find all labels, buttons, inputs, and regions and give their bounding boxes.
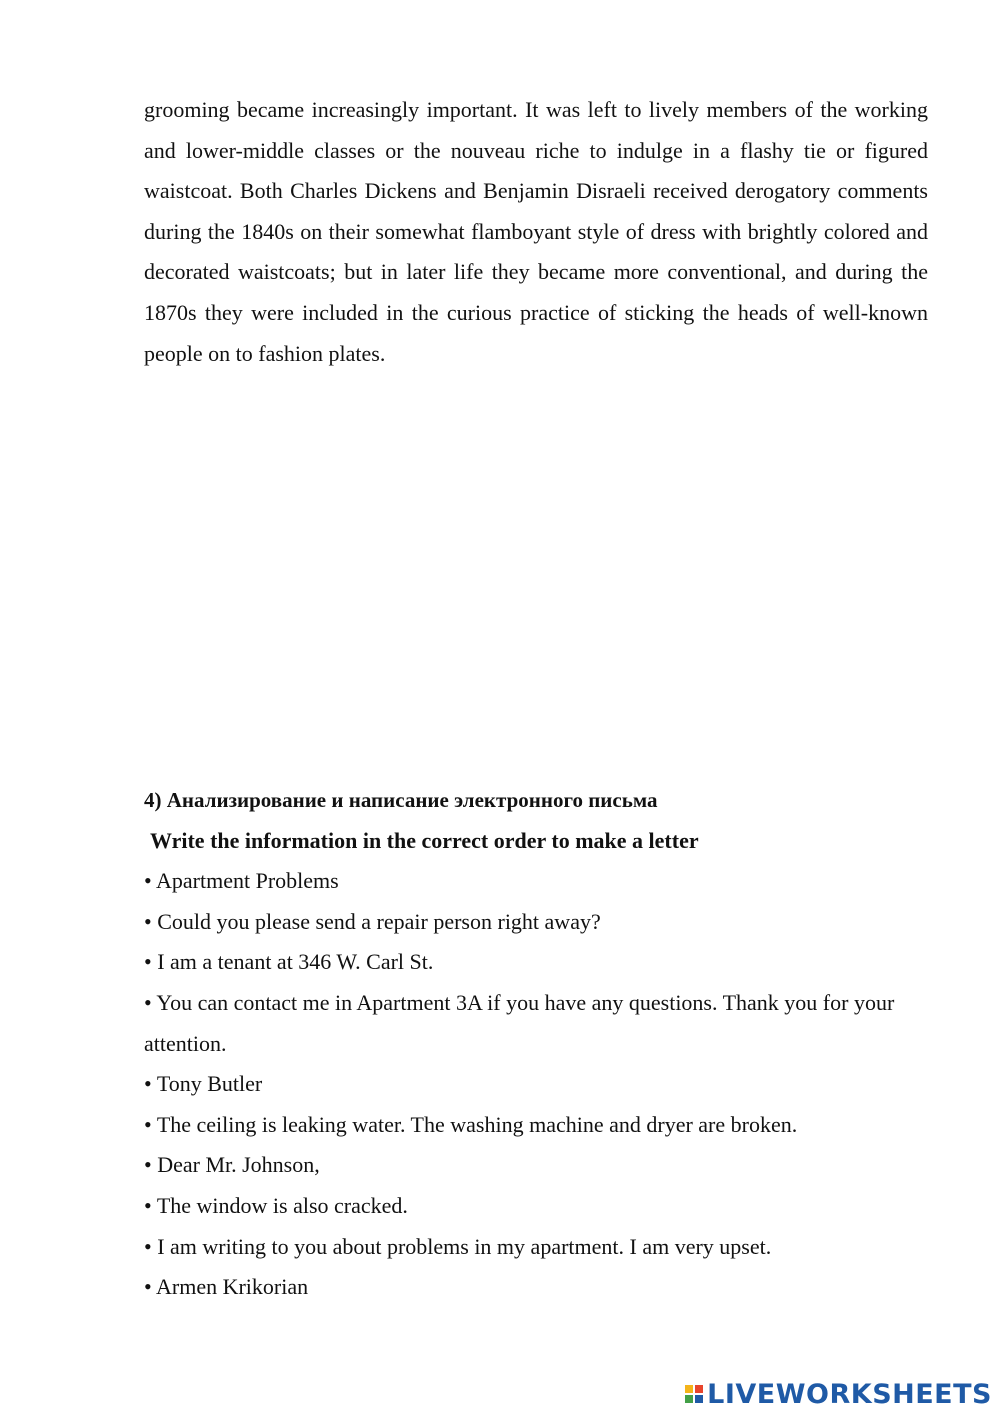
reading-paragraph: grooming became increasingly important. It was left to lively members of the working and lower-middle classes or the nouveau riche to indulge in a flashy tie or figured waistcoat. Both Charles Dickens and Benjamin Disraeli received derogatory comments during the 1840s on their somewhat flamboyant style of dress with brightly colored and decorated waistcoats; but in later life they became more conventional, and during the 1870s they were included in the curious practice of sticking the heads of well-known people on to fashion plates. [144,97,928,366]
logo-square-icon [695,1385,703,1393]
list-item-text: The ceiling is leaking water. The washing machine and dryer are broken. [156,1111,798,1137]
letter-task-section [144,780,934,1308]
letter-parts-list [144,861,934,1308]
list-item [144,1186,934,1227]
bullet-icon: • [144,908,152,934]
list-item-text: I am writing to you about problems in my apartment. I am very upset. [157,1233,772,1259]
bullet-icon: • [144,1071,152,1097]
list-item-text: Could you please send a repair person right away? [157,908,601,934]
list-item [144,1145,934,1186]
bullet-icon: • [144,1233,152,1259]
list-item [144,902,934,943]
list-item [144,942,934,983]
bullet-icon: • [144,868,152,894]
liveworksheets-watermark [685,1378,992,1410]
liveworksheets-logo-icon [685,1385,703,1403]
list-item-text: Apartment Problems [156,868,339,894]
list-item-text: You can contact me in Apartment 3A if you have any questions. Thank you for your attention. [144,989,895,1056]
bullet-icon: • [144,1152,152,1178]
list-item-text: Tony Butler [156,1071,263,1097]
logo-square-icon [685,1385,693,1393]
list-item-text: I am a tenant at 346 W. Carl St. [157,949,434,975]
bullet-icon: • [144,1274,152,1300]
list-item-text: Armen Krikorian [156,1274,309,1300]
bullet-icon: • [144,949,152,975]
list-item [144,1105,934,1146]
list-item [144,1227,934,1268]
list-item-text: The window is also cracked. [156,1192,408,1218]
list-item-text: Dear Mr. Johnson, [157,1152,320,1178]
bullet-icon: • [144,1192,152,1218]
bullet-icon: • [144,1111,152,1137]
list-item [144,1267,934,1308]
list-item [144,983,934,1064]
logo-square-icon [695,1395,703,1403]
watermark-text: LIVEWORKSHEETS [707,1378,992,1410]
logo-square-icon [685,1395,693,1403]
bullet-icon: • [144,989,152,1015]
task-instruction: Write the information in the correct order to make a letter [150,827,699,853]
list-item [144,861,934,902]
list-item [144,1064,934,1105]
section-title: 4) Анализирование и написание электронного письма [144,788,658,812]
